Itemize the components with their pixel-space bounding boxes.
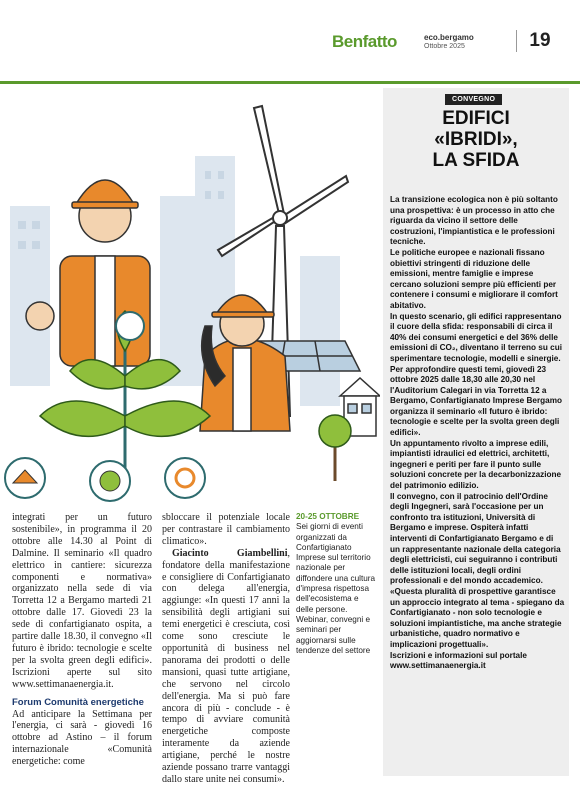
article-text: , fondatore della manifestazione e consigliere di Confartigianato con delega all'energia, aggiunge: «In questi 17 anni la sensibilità degli artigiani sui temi energetici è cresciuta, così come sono cresciute le opportunità di business nel panorama dei prodotti o delle mansioni, quasi tutte artigiane, che servono nel circolo dell'energia. Ma si può fare ancora di più - conclude - è tempo di avviare comunità energetiche composte interamente da aziende artigiane, perché le nostre aziende possano trarre vantaggi dallo stare unite nei consumi». — [162, 547, 290, 785]
green-energy-illustration — [0, 86, 380, 502]
page-header — [0, 0, 580, 62]
sidebar-paragraph: Le politiche europee e nazionali fissano obiettivi stringenti di riduzione delle emissioni, mentre famiglie e imprese cercano soluzioni sempre più efficienti per contenere i consumi e migliorare il comfort abitativo. — [390, 247, 558, 310]
article-text: sbloccare il potenziale locale per contrastare il cambiamento climatico». — [162, 512, 290, 547]
lightbulb-icon — [116, 312, 144, 340]
publication-name: eco.bergamo — [424, 33, 474, 42]
article-column-2 — [162, 512, 290, 786]
article-column-3 — [296, 512, 376, 656]
article-column-1 — [12, 512, 152, 768]
sidebar-title-line: EDIFICI — [442, 108, 510, 129]
publication-meta — [424, 33, 474, 51]
sidebar-title-line: LA SFIDA — [432, 150, 520, 171]
article-subhead: Forum Comunità energetiche — [12, 696, 144, 708]
person-name: Giacinto Giambellini — [172, 547, 288, 559]
sidebar-title — [383, 108, 569, 171]
sidebar-paragraph: Il convegno, con il patrocinio dell'Ordine degli Ingegneri, sarà l'occasione per un confronto tra istituzioni, Università di Bergamo e imprese. Ospiterà infatti interventi di Confartigianato Bergamo e di un rappresentante nazionale della categoria degli elettricisti, cui seguiranno i contributi delle istituzioni locali, degli ordini professionali e del mondo accademico. — [390, 491, 561, 586]
sidebar-body — [390, 195, 565, 672]
sidebar-tag: CONVEGNO — [445, 94, 502, 105]
sidebar-paragraph: La transizione ecologica non è più soltanto una prospettiva: è un processo in atto che riguarda da vicino il settore delle costruzioni, l'impiantistica e le professioni tecniche. — [390, 195, 558, 247]
sidebar-paragraph: Un appuntamento rivolto a imprese edili, impiantisti idraulici ed elettrici, architetti, ingegneri e periti per fare il punto sulle soluzioni concrete per la decarbonizzazione del patrimonio edilizio. — [390, 438, 562, 491]
recycle-icon — [165, 458, 205, 498]
header-divider — [516, 30, 517, 52]
sidebar-paragraph: «Questa pluralità di prospettive garantisce un approccio integrato al tema - spiegano da Confartigianato - non solo tecnologie e soluzioni impiantistiche, ma anche strategie urbanistiche, quadro normativo e implicazioni progettuali». — [390, 586, 565, 649]
publication-issue: Ottobre 2025 — [424, 43, 465, 50]
sidebar-title-line: «IBRIDI», — [434, 129, 518, 150]
convegno-sidebar — [383, 88, 569, 776]
header-rule — [0, 81, 580, 84]
event-dates: 20-25 OTTOBRE — [296, 512, 360, 521]
event-description: Sei giorni di eventi organizzati da Confartigianato Imprese sul territorio nazionale per diffondere una cultura d'impresa rispettosa dell'ecosistema e delle persone. Webinar, convegni e seminari per aggiornarsi sulle tendenze del settore — [296, 522, 376, 655]
page-number: 19 — [529, 30, 551, 51]
article-text: Ad anticipare la Settimana per l'energia, ci sarà - giovedì 16 ottobre ad Astino – il forum internazionale «Comunità energetiche: come — [12, 708, 152, 768]
sidebar-paragraph: In questo scenario, gli edifici rappresentano il cuore della sfida: responsabili di circa il 40% dei consumi energetici e del 36% delle emissioni di CO₂, diventano il terreno su cui sperimentare tecnologie, modelli e sinergie. Per approfondire questi temi, giovedì 23 ottobre 2025 dalle 18,30 alle 20,30 nel l'Auditorium Calegari in via Torretta 12 a Bergamo, Confartigianato Imprese Bergamo organizza il seminario «Il futuro è ibrido: tecnologie e scelte per la svolta green degli edifici». — [390, 311, 562, 438]
section-brand: Benfatto — [332, 32, 397, 51]
sidebar-link-paragraph[interactable]: Iscrizioni e informazioni sul portale www.settimanaenergia.it — [390, 650, 527, 671]
article-text: integrati per un futuro sostenibile», in programma il 20 ottobre alle 14.30 al Point di Dalmine. Il seminario «Il quadro elettrico in cantiere: sicurezza componenti e normativa» organizzato nella sede di via Torretta 12 a Bergamo martedì 21 ottobre dalle 17. Giovedì 23 la sede di confartigianato ospita, a partire dalle 18.30, il convegno «Il futuro è ibrido: tecnologie e scelte per la svolta green degli edifici». Iscrizioni aperte sul sito www.settimanaenergia.it. — [12, 512, 152, 690]
